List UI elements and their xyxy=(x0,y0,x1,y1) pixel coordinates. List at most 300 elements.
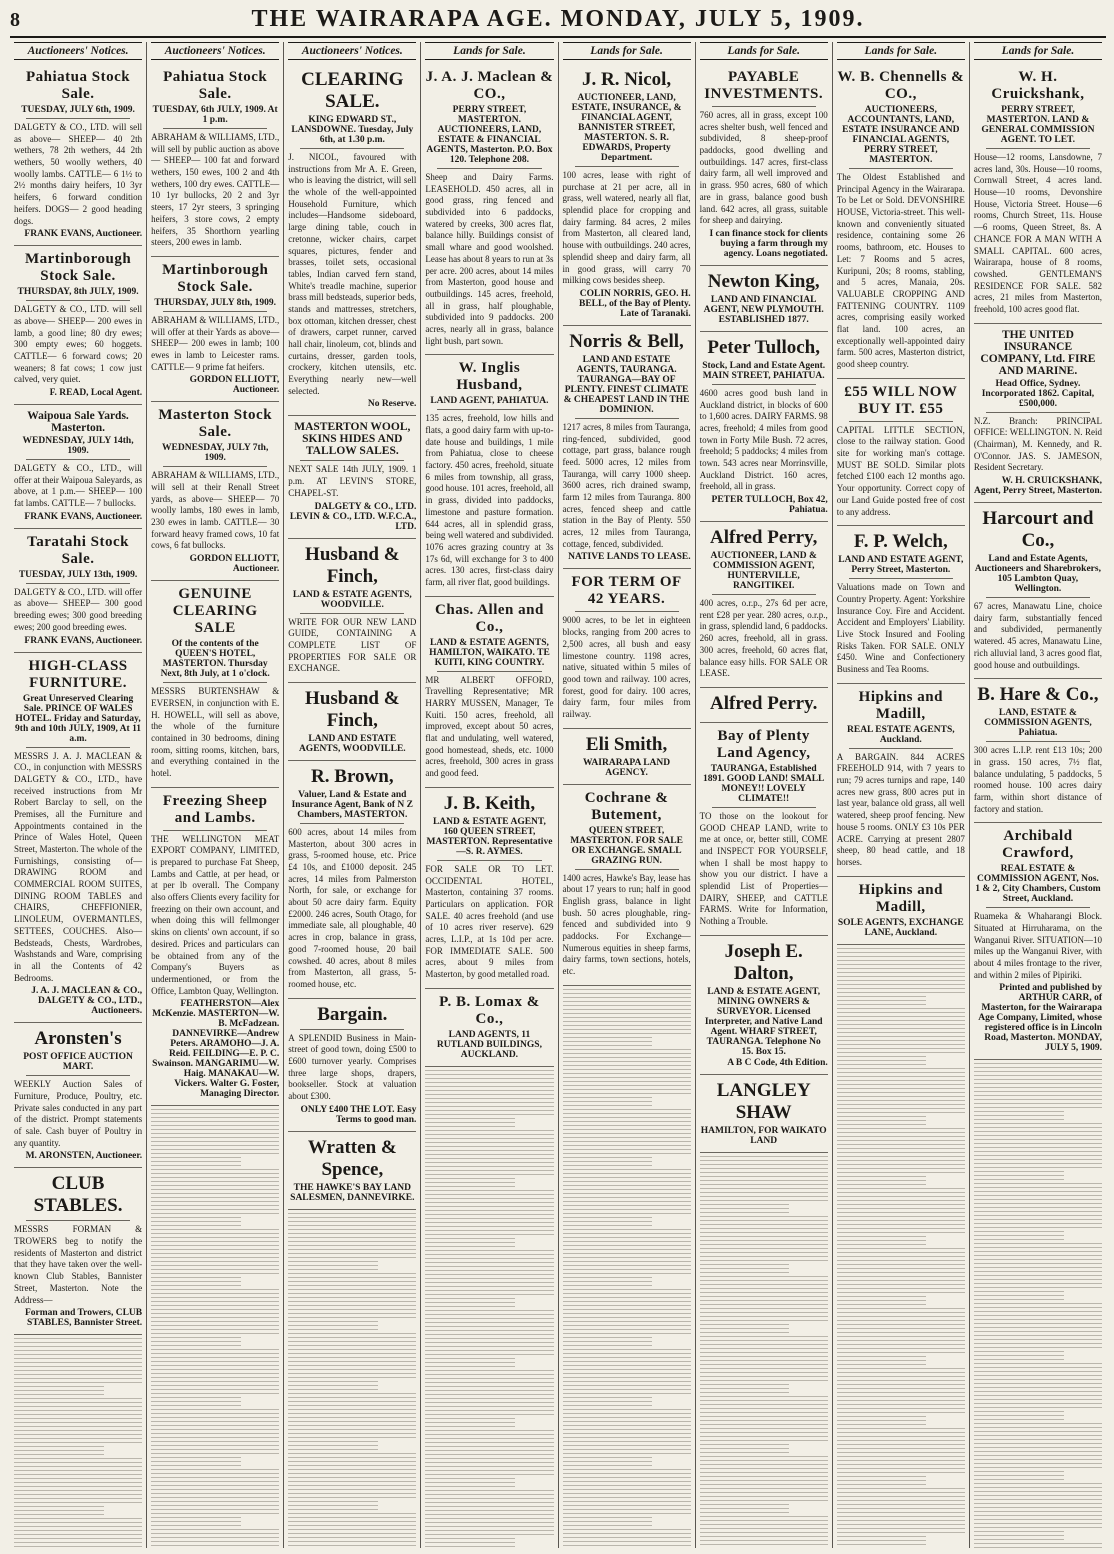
ad-subtitle: KING EDWARD ST., LANSDOWNE. Tuesday, July 6th, at 1.30 p.m. xyxy=(291,115,414,145)
text-line-texture xyxy=(288,1405,416,1414)
ad-body: DALGETY & CO., LTD. will offer as above— SHEEP— 300 good breeding ewes; 300 good breeding ewes; 200 good breeding ewes. xyxy=(14,586,143,632)
advertisement xyxy=(14,653,142,1024)
ad-body: DALGETY & CO., LTD. will sell as above— SHEEP— 40 2th wethers, 78 2th wethers, 44 2th wethers, 50 woolly wethers, 40 woolly lambs. CATTLE— 6 1½ to 2½ months dairy heifers, 10 3yr heifers, 6 forward condition heifers. DOGS— 2 good heading dogs. xyxy=(14,122,143,226)
ad-subtitle: TAURANGA, Established 1891. GOOD LAND! SMALL MONEY!! LOVELY CLIMATE!! xyxy=(702,763,825,804)
ad-subtitle: Head Office, Sydney. Incorporated 1862. Capital, £500,000. xyxy=(981,378,1095,409)
text-line-texture xyxy=(288,1285,416,1294)
text-line-texture xyxy=(563,1481,691,1490)
column-6 xyxy=(696,42,833,1548)
text-line-texture xyxy=(837,1428,965,1437)
ad-subtitle: LAND AND ESTATE AGENTS, WOODVILLE. xyxy=(298,733,406,754)
advertisement xyxy=(425,597,553,788)
text-line-texture xyxy=(837,1056,927,1065)
advertisement xyxy=(14,529,142,653)
text-line-texture xyxy=(700,1360,828,1369)
text-line-texture xyxy=(151,1349,279,1358)
advertisement xyxy=(700,688,828,723)
ad-signature: F. READ, Local Agent. xyxy=(49,388,143,398)
ad-body: MR ALBERT OFFORD, Travelling Representative; MR HARRY MUSSEN, Manager, Te Kuiti. 150 acres, freehold, all improved, except about 50 acres, flat and undulating, well watered, good homestead, sheds, etc. 1000 acres, freehold, 300 acres in grass and good feed. xyxy=(425,674,554,779)
text-line-texture xyxy=(151,1469,279,1478)
text-line-texture xyxy=(837,1308,965,1317)
text-line-texture xyxy=(151,1109,279,1118)
text-line-texture xyxy=(700,1468,828,1477)
divider xyxy=(849,748,953,749)
text-line-texture xyxy=(974,1531,1064,1540)
text-line-texture xyxy=(700,1168,828,1177)
ad-subtitle: QUEEN STREET, MASTERTON. FOR SALE OR EXCHANGE. SMALL GRAZING RUN. xyxy=(570,825,683,866)
text-line-texture xyxy=(288,1249,416,1258)
text-line-texture xyxy=(974,1399,1102,1408)
text-line-texture xyxy=(837,1116,927,1125)
ad-title: Husband & Finch, xyxy=(305,543,400,587)
ad-title: Aronsten's xyxy=(34,1028,122,1050)
text-line-texture xyxy=(837,1044,965,1053)
text-line-texture xyxy=(563,1349,691,1358)
text-line-texture xyxy=(837,1440,965,1449)
column-heading: Lands for Sale. xyxy=(563,42,691,60)
print-texture xyxy=(837,948,965,1548)
text-line-texture xyxy=(14,1470,142,1479)
divider xyxy=(300,1029,404,1030)
text-line-texture xyxy=(837,1068,965,1077)
ad-title: £55 WILL NOW BUY IT. £55 xyxy=(844,383,958,417)
ad-signature: I can finance stock for clients buying a farm through my agency. Loans negotiated. xyxy=(709,228,828,259)
text-line-texture xyxy=(425,1130,553,1139)
text-line-texture xyxy=(563,1517,653,1526)
text-line-texture xyxy=(700,1324,790,1333)
text-line-texture xyxy=(837,1104,965,1113)
ad-subtitle: REAL ESTATE & COMMISSION AGENT, Nos. 1 & 2, City Chambers, Custom Street, Auckland. xyxy=(975,864,1101,905)
text-line-texture xyxy=(974,1363,1102,1372)
ad-title: THE UNITED INSURANCE COMPANY, Ltd. FIRE AND MARINE. xyxy=(980,328,1096,377)
ad-body: DALGETY & CO., LTD. will sell as above— SHEEP— 200 ewes in lamb, a good line; 80 dry ewes; 300 empty ewes; 60 hoggets. CATTLE— 6 forward cows; 20 weaners; 8 fat cows; 1 cow just calved, very quiet. xyxy=(14,304,143,385)
text-line-texture xyxy=(288,1513,416,1522)
text-line-texture xyxy=(563,1457,653,1466)
text-line-texture xyxy=(151,1325,279,1334)
text-line-texture xyxy=(974,1183,1102,1192)
ad-subtitle: LAND & ESTATE AGENTS, HAMILTON, WAIKATO. TE KUITI, KING COUNTRY. xyxy=(429,637,550,668)
divider xyxy=(300,613,404,614)
ad-subtitle: THURSDAY, 8th JULY, 1909. xyxy=(17,287,139,298)
ad-title: Pahiatua Stock Sale. xyxy=(163,69,268,102)
ad-title: Joseph E. Dalton, xyxy=(724,940,803,984)
text-line-texture xyxy=(837,984,965,993)
ad-signature: COLIN NORRIS, GEO. H. BELL, of the Bay of Plenty. Late of Taranaki. xyxy=(578,288,691,319)
text-line-texture xyxy=(151,1253,279,1262)
text-line-texture xyxy=(151,1265,279,1274)
text-line-texture xyxy=(425,1274,553,1283)
text-line-texture xyxy=(563,1505,691,1514)
ad-subtitle: HAMILTON, FOR WAIKATO LAND xyxy=(700,1125,827,1146)
text-line-texture xyxy=(425,1406,553,1415)
text-line-texture xyxy=(151,1241,279,1250)
ad-title: Husband & Finch, xyxy=(305,687,400,731)
ad-signature: M. ARONSTEN, Auctioneer. xyxy=(25,1151,143,1162)
text-line-texture xyxy=(425,1166,553,1175)
advertisement xyxy=(563,729,691,785)
text-line-texture xyxy=(563,1433,691,1442)
text-line-texture xyxy=(151,1229,279,1238)
ad-body: 1217 acres, 8 miles from Tauranga, ring-fenced, subdivided, good cottage, part grass, balance rough feed. 5000 acres, 12 miles from Tauranga, will carry 1000 sheep. 3600 acres, rich drained swamp, farm 12 miles from Tauranga. 800 acres, fenced sheep and cattle station in the Bay of Plenty. 550 acres, 12 miles from Tauranga, cottage, fenced, subdivided. xyxy=(562,421,691,549)
column-heading: Lands for Sale. xyxy=(974,42,1102,60)
text-line-texture xyxy=(837,1464,965,1473)
ad-signature: GORDON ELLIOTT, Auctioneer. xyxy=(189,554,280,575)
advertisement xyxy=(974,679,1102,823)
text-line-texture xyxy=(425,1262,553,1271)
advertisement xyxy=(14,405,142,529)
ad-subtitle: THE HAWKE'S BAY LAND SALESMEN, DANNEVIRKE. xyxy=(290,1182,415,1203)
ad-body: 9000 acres, to be let in eighteen blocks, ranging from 200 acres to 2,500 acres, all bush and easy limestone country. 1198 acres, native, situated within 5 miles of good town and railway. 100 acres, forest, good for dairy. 100 acres, dairy farm, four miles from railway. xyxy=(562,615,691,719)
text-line-texture xyxy=(837,972,965,981)
divider xyxy=(163,466,267,467)
advertisement xyxy=(288,416,416,538)
text-line-texture xyxy=(425,1382,553,1391)
ad-body: TO those on the lookout for GOOD CHEAP LAND, write to me at once, or, better still, COME and INSPECT FOR YOURSELF, when I shall be most happy to show you our district. I have a splendid List of Properties—DAIRY, SHEEP, and CATTLE FARMS. Write for Information, Nothing a Trouble. xyxy=(699,810,828,927)
ad-title: J. R. Nicol, xyxy=(581,69,672,90)
text-line-texture xyxy=(14,1434,142,1443)
text-line-texture xyxy=(837,1356,927,1365)
text-line-texture xyxy=(425,1238,515,1247)
text-line-texture xyxy=(563,1397,653,1406)
text-line-texture xyxy=(700,1204,790,1213)
ad-body: Sheep and Dairy Farms. LEASEHOLD. 450 acres, all in good grass, ring fenced and subdivided into 6 paddocks, watered by creeks, 300 acres flat, balance hilly. Buildings consist of small whare and good woolshed. Lease has about 8 years to run at 3s per acre. 200 acres, about 14 miles from Masterton, good house and outbuildings. 145 acres, freehold, all in grass, half ploughable, subdivided into 9 paddocks. 200 acres, nearly all in grass, balance light bush, part sown. xyxy=(425,172,554,346)
ad-body: ABRAHAM & WILLIAMS, LTD., will offer at their Yards as above— SHEEP— 200 ewes in lamb; 100 ewes in lamb to Leicester rams. CATTLE— 9 prime fat heifers. xyxy=(151,314,280,372)
ad-subtitle: Of the contents of the QUEEN'S HOTEL, MASTERTON. Thursday Next, 8th July, at 1 o'clock. xyxy=(160,639,270,680)
text-line-texture xyxy=(151,1337,241,1346)
text-line-texture xyxy=(425,1478,515,1487)
advertisement xyxy=(700,1075,828,1153)
ad-body: ABRAHAM & WILLIAMS, LTD., will sell at their Renall Street yards, as above— SHEEP— 70 woolly lambs, 180 ewes in lamb, 230 ewes in lamb. CATTLE— 30 forward heavy framed cows, 10 fat cows, 6 fat bullocks. xyxy=(151,470,280,551)
ad-subtitle: AUCTIONEER, LAND & COMMISSION AGENT, HUNTERVILLE, RANGITIKEI. xyxy=(710,551,817,592)
text-line-texture xyxy=(425,1178,515,1187)
advertisement xyxy=(425,64,553,355)
ad-body: 760 acres, all in grass, except 100 acres shelter bush, well fenced and subdivided, 8 sheep-proof paddocks, good dwelling and outbuildings. 147 acres, first-class dairy farm, all well improved and in grass. 950 acres, 680 of which are in grass, balance good bush land. 642 acres, all grass, suitable for sheep and dairying. xyxy=(699,110,828,226)
text-line-texture xyxy=(425,1334,553,1343)
ad-signature: ONLY £400 THE LOT. Easy Terms to good man. xyxy=(300,1104,417,1125)
text-line-texture xyxy=(837,1524,965,1533)
ad-body: A BARGAIN. 844 ACRES FREEHOLD 914, with 7 years to run; 79 acres turnips and rape, 140 acres new grass, 800 acres put in last year, balance old grass, all well watered, sheep proof fencing. New house 5 rooms. ONLY £3 10s PER ACRE. Carrying at present 2807 sheep, 80 head cattle, and 18 horses. xyxy=(836,751,965,867)
text-line-texture xyxy=(14,1542,142,1548)
text-line-texture xyxy=(563,1325,691,1334)
ad-body: WEEKLY Auction Sales of Furniture, Produce, Poultry, etc. Private sales conducted in any part of the district. Prompt statements of sale. Cash buyer of Poultry in any quantity. xyxy=(14,1079,143,1148)
text-line-texture xyxy=(837,1092,965,1101)
text-line-texture xyxy=(288,1441,378,1450)
ad-title: Cochrane & Butement, xyxy=(584,789,669,823)
advertisement xyxy=(288,683,416,761)
ad-title: P. B. Lomax & Co., xyxy=(439,993,540,1027)
ad-body: 600 acres, about 14 miles from Masterton, about 300 acres in grass, 5-roomed house, etc. Price £4 10s, and £1000 deposit. 245 acres, 14 miles from Palmerston North, for sale, or exchange for about 50 acre dairy farm. Equity £2000. 246 acres, South Otago, for immediate sale, all ploughable, 40 acres in crop, balance in grass, good 7-roomed house, 20 bail cowshed. 40 acres, about 8 miles from Masterton, all grass, 5-roomed house, etc. xyxy=(288,826,417,989)
ad-body: N.Z. Branch: PRINCIPAL OFFICE: WELLINGTON. N. Reid (Chairman), M. Kennedy, and R. O'Connor. JAS. S. JAMESON, Resident Secretary. xyxy=(973,415,1102,473)
ad-title: Waipoua Sale Yards. Masterton. xyxy=(27,410,129,434)
divider xyxy=(26,1220,130,1221)
text-line-texture xyxy=(974,1267,1102,1276)
divider xyxy=(300,148,404,149)
text-line-texture xyxy=(425,1514,553,1523)
text-line-texture xyxy=(151,1277,241,1286)
text-line-texture xyxy=(563,1085,691,1094)
text-line-texture xyxy=(151,1445,279,1454)
text-line-texture xyxy=(288,1333,416,1342)
divider xyxy=(26,747,130,748)
ad-body: WRITE FOR OUR NEW LAND GUIDE, CONTAINING A COMPLETE LIST OF PROPERTIES FOR SALE OR EXCHANGE. xyxy=(288,616,417,674)
text-line-texture xyxy=(837,1212,965,1221)
text-line-texture xyxy=(14,1530,142,1539)
divider xyxy=(575,418,679,419)
text-line-texture xyxy=(14,1422,142,1431)
text-line-texture xyxy=(700,1384,790,1393)
text-line-texture xyxy=(14,1482,142,1491)
text-line-texture xyxy=(288,1381,378,1390)
text-line-texture xyxy=(974,1423,1102,1432)
ad-subtitle: WAIRARAPA LAND AGENCY. xyxy=(582,757,671,778)
ad-title: Martinborough Stock Sale. xyxy=(24,251,132,285)
column-3 xyxy=(284,42,421,1548)
ad-subtitle: SOLE AGENTS, EXCHANGE LANE, Auckland. xyxy=(837,917,964,938)
text-line-texture xyxy=(563,1493,691,1502)
ad-signature: NATIVE LANDS TO LEASE. xyxy=(568,552,691,563)
ad-body: 4600 acres good bush land in Auckland district, in blocks of 600 to 1,600 acres. DAIRY FARMS. 98 acres, freehold; 4 miles from good town in Forty Mile Bush. 72 acres, freehold; 5 paddocks; 4 miles from town. 543 acres near Morrinsville, Auckland District. 160 acres, freehold, all in grass. xyxy=(699,387,828,492)
text-line-texture xyxy=(974,1387,1102,1396)
ad-signature: DALGETY & CO., LTD. LEVIN & CO., LTD. W.F.C.A., LTD. xyxy=(289,501,417,532)
ad-title: Taratahi Stock Sale. xyxy=(27,533,129,567)
ad-subtitle: LAND AGENT, PAHIATUA. xyxy=(430,396,549,407)
text-line-texture xyxy=(974,1375,1102,1384)
divider xyxy=(575,611,679,612)
print-texture xyxy=(14,1338,142,1548)
ad-body: House—12 rooms, Lansdowne, 7 acres land, 30s. House—10 rooms, Cornwall Street, 4 acres land. House—10 rooms, Devonshire House, Victoria Street. House—6 rooms, Church Street, 11s. House—6 rooms, Queen Street, 8s. A CHANCE FOR A MAN WITH A SMALL CAPITAL. 600 acres, Wairarapa, house of 8 rooms, cowshed. GENTLEMAN'S RESIDENCE FOR SALE. 582 acres, 21 miles from Masterton, freehold, 100 acres good flat. xyxy=(973,152,1102,314)
text-line-texture xyxy=(837,1008,965,1017)
text-line-texture xyxy=(974,1339,1102,1348)
text-line-texture xyxy=(700,1528,828,1537)
divider xyxy=(437,860,541,861)
text-line-texture xyxy=(700,1504,790,1513)
ad-body: A SPLENDID Business in Main-street of good town, doing £500 to £600 turnover yearly. Comprises three large shops, drapers, bookseller. Stock at valuation about £300. xyxy=(288,1032,417,1101)
column-heading: Auctioneers' Notices. xyxy=(151,42,279,60)
text-line-texture xyxy=(837,1152,965,1161)
masthead xyxy=(10,6,1106,38)
text-line-texture xyxy=(288,1453,416,1462)
text-line-texture xyxy=(563,1541,691,1548)
text-line-texture xyxy=(563,1061,691,1070)
ad-title: CLUB STABLES. xyxy=(33,1173,123,1217)
advertisement xyxy=(974,64,1102,324)
text-line-texture xyxy=(563,1157,653,1166)
divider xyxy=(712,807,816,808)
advertisement xyxy=(288,539,416,683)
advertisement xyxy=(151,581,279,788)
advertisement xyxy=(700,936,828,1075)
divider xyxy=(26,118,130,119)
text-line-texture xyxy=(974,1351,1064,1360)
text-line-texture xyxy=(974,1459,1102,1468)
text-line-texture xyxy=(563,1253,691,1262)
ad-body: 1400 acres, Hawke's Bay, lease has about 17 years to run; half in good English grass, balance in light bush. 50 acres ploughable, ring-fenced and subdivided into 9 paddocks. For Exchange—Numerous equities in sheep farms, dairy farms, town sections, hotels, etc. xyxy=(562,872,691,977)
text-line-texture xyxy=(288,1297,416,1306)
text-line-texture xyxy=(837,1236,927,1245)
text-line-texture xyxy=(974,1099,1102,1108)
text-line-texture xyxy=(563,1121,691,1130)
ad-signature: FRANK EVANS, Auctioneer. xyxy=(24,635,143,646)
text-line-texture xyxy=(425,1226,553,1235)
advertisement xyxy=(974,823,1102,1060)
ad-title: Bay of Plenty Land Agency, xyxy=(716,727,811,761)
text-line-texture xyxy=(837,1452,965,1461)
column-4 xyxy=(421,42,558,1548)
text-line-texture xyxy=(425,1286,553,1295)
advertisement xyxy=(14,1168,142,1335)
text-line-texture xyxy=(837,1128,965,1137)
text-line-texture xyxy=(837,1248,965,1257)
ad-body: 300 acres L.I.P. rent £13 10s; 200 in grass. 150 acres, 7½ flat, balance undulating, 5 paddocks, 5 roomed house. 100 acres dairy farm, within short distance of factory and station. xyxy=(973,745,1102,814)
text-line-texture xyxy=(563,1049,691,1058)
column-8 xyxy=(970,42,1106,1548)
ad-title: Bargain. xyxy=(317,1003,388,1025)
divider xyxy=(986,741,1090,742)
text-line-texture xyxy=(837,1260,965,1269)
ad-title: Masterton Stock Sale. xyxy=(158,407,273,441)
text-line-texture xyxy=(974,1507,1102,1516)
ad-title: GENUINE CLEARING SALE xyxy=(172,586,258,637)
text-line-texture xyxy=(974,1435,1102,1444)
ad-title: Freezing Sheep and Lambs. xyxy=(162,792,268,826)
text-line-texture xyxy=(700,1396,828,1405)
text-line-texture xyxy=(288,1465,416,1474)
column-heading: Lands for Sale. xyxy=(425,42,553,60)
text-line-texture xyxy=(700,1216,828,1225)
text-line-texture xyxy=(563,1445,691,1454)
advertisement xyxy=(425,788,553,989)
divider xyxy=(163,311,267,312)
text-line-texture xyxy=(837,1512,965,1521)
text-line-texture xyxy=(563,1001,691,1010)
divider xyxy=(26,300,130,301)
text-line-texture xyxy=(837,1416,927,1425)
text-line-texture xyxy=(974,1207,1102,1216)
text-line-texture xyxy=(288,1537,416,1546)
ad-subtitle: LAND AND ESTATE AGENTS, TAURANGA. TAURANGA—BAY OF PLENTY. FINEST CLIMATE & CHEAPEST LAND IN THE DOMINION. xyxy=(563,354,690,415)
ad-subtitle: LAND, ESTATE & COMMISSION AGENTS, Pahiatua. xyxy=(984,708,1092,739)
text-line-texture xyxy=(974,1087,1102,1096)
ad-title: Pahiatua Stock Sale. xyxy=(26,69,131,102)
text-line-texture xyxy=(974,1219,1102,1228)
text-line-texture xyxy=(288,1225,416,1234)
advertisement xyxy=(425,989,553,1067)
text-line-texture xyxy=(425,1250,553,1259)
text-line-texture xyxy=(563,1301,691,1310)
text-line-texture xyxy=(563,1133,691,1142)
text-line-texture xyxy=(151,1301,279,1310)
text-line-texture xyxy=(425,1322,553,1331)
ad-subtitle: REAL ESTATE AGENTS, Auckland. xyxy=(847,724,955,745)
text-line-texture xyxy=(425,1118,515,1127)
text-line-texture xyxy=(974,1111,1064,1120)
ad-title: J. B. Keith, xyxy=(443,792,536,814)
text-line-texture xyxy=(974,1411,1064,1420)
text-line-texture xyxy=(425,1310,553,1319)
text-line-texture xyxy=(700,1288,828,1297)
ad-body: 67 acres, Manawatu Line, choice dairy farm, substantially fenced and subdivided, permanently watered. 45 acres, Manawatu Line, rich alluvial land, 3 acres good flat, good house and outbuildings. xyxy=(973,601,1102,670)
text-line-texture xyxy=(974,1519,1102,1528)
ad-signature: FRANK EVANS, Auctioneer. xyxy=(24,229,143,240)
column-heading: Auctioneers' Notices. xyxy=(14,42,142,60)
text-line-texture xyxy=(974,1075,1102,1084)
ad-body: NEXT SALE 14th JULY, 1909. 1 p.m. AT LEVIN'S STORE, CHAPEL-ST. xyxy=(288,464,417,498)
ad-title: MASTERTON WOOL, SKINS HIDES AND TALLOW SALES. xyxy=(294,421,411,458)
text-line-texture xyxy=(974,1315,1102,1324)
text-line-texture xyxy=(425,1454,553,1463)
text-line-texture xyxy=(425,1214,553,1223)
text-line-texture xyxy=(974,1495,1102,1504)
text-line-texture xyxy=(837,1380,965,1389)
advertisement xyxy=(837,379,965,527)
text-line-texture xyxy=(563,1385,691,1394)
text-line-texture xyxy=(288,1345,416,1354)
ad-signature: A B C Code, 4th Edition. xyxy=(727,1057,828,1068)
text-line-texture xyxy=(425,1346,553,1355)
ad-title: Hipkins and Madill, xyxy=(858,688,943,722)
text-line-texture xyxy=(288,1273,416,1282)
column-heading: Lands for Sale. xyxy=(837,42,965,60)
text-line-texture xyxy=(14,1446,104,1455)
text-line-texture xyxy=(563,1469,691,1478)
text-line-texture xyxy=(288,1429,416,1438)
text-line-texture xyxy=(700,1192,828,1201)
text-line-texture xyxy=(974,1231,1064,1240)
column-5 xyxy=(559,42,696,1548)
ad-body: DALGETY & CO., LTD., will offer at their Waipoua Saleyards, as above, at 1 p.m.— SHEEP— 100 fat lambs. CATTLE— 7 bullocks. xyxy=(14,463,143,509)
text-line-texture xyxy=(151,1121,279,1130)
divider xyxy=(26,1075,130,1076)
text-line-texture xyxy=(151,1373,279,1382)
text-line-texture xyxy=(837,1320,965,1329)
ad-signature: Forman and Trowers, CLUB STABLES, Bannister Street. xyxy=(24,1308,143,1329)
text-line-texture xyxy=(837,1476,927,1485)
text-line-texture xyxy=(288,1237,416,1246)
text-line-texture xyxy=(974,1243,1102,1252)
text-line-texture xyxy=(837,960,965,969)
advertisement xyxy=(837,684,965,877)
ad-title: Alfred Perry, xyxy=(710,527,818,549)
text-line-texture xyxy=(425,1394,553,1403)
ad-subtitle: Land and Estate Agents, Auctioneers and Sharebrokers, 105 Lambton Quay, Wellington. xyxy=(974,554,1101,595)
text-line-texture xyxy=(151,1217,241,1226)
ad-title: Chas. Allen and Co., xyxy=(435,601,544,635)
text-line-texture xyxy=(288,1393,416,1402)
text-line-texture xyxy=(425,1094,553,1103)
advertisement xyxy=(974,503,1102,679)
divider xyxy=(300,823,404,824)
text-line-texture xyxy=(288,1261,378,1270)
newspaper-title: THE WAIRARAPA AGE. MONDAY, JULY 5, 1909. xyxy=(251,6,865,32)
text-line-texture xyxy=(700,1516,828,1525)
print-texture xyxy=(974,1063,1102,1548)
ad-subtitle: LAND AND ESTATE AGENT, Perry Street, Masterton. xyxy=(838,555,964,576)
text-line-texture xyxy=(837,1404,965,1413)
ad-title: Norris & Bell, xyxy=(569,330,684,352)
text-line-texture xyxy=(974,1171,1064,1180)
text-line-texture xyxy=(837,1188,965,1197)
divider xyxy=(712,594,816,595)
text-line-texture xyxy=(837,1140,965,1149)
text-line-texture xyxy=(288,1417,416,1426)
ad-title: CLEARING SALE. xyxy=(301,69,404,112)
advertisement xyxy=(14,64,142,246)
text-line-texture xyxy=(151,1421,279,1430)
text-line-texture xyxy=(563,1313,691,1322)
divider xyxy=(986,907,1090,908)
ad-subtitle: LAND & ESTATE AGENT, 160 QUEEN STREET, MASTERTON. Representative—S. R. AYMES. xyxy=(426,816,553,857)
text-line-texture xyxy=(288,1477,416,1486)
